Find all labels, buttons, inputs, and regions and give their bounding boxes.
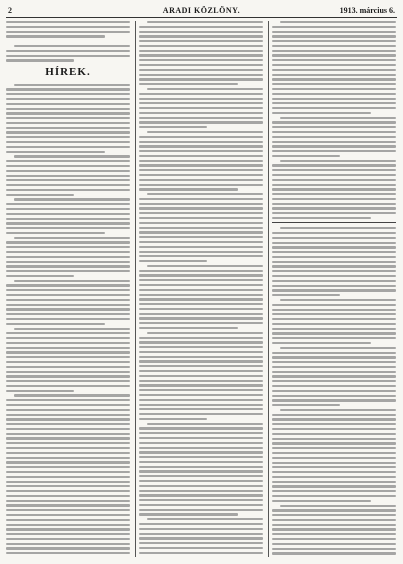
column-divider: [268, 21, 269, 557]
column-2: [139, 21, 263, 557]
column-1: [6, 21, 130, 557]
page-header: [6, 5, 397, 18]
column-3: [272, 21, 396, 557]
article-columns: [6, 21, 397, 557]
news-section-heading: HÍREK.: [45, 65, 91, 78]
issue-date: 1913. március 6.: [339, 6, 395, 15]
page-number: 2: [8, 6, 12, 15]
newspaper-page: [6, 5, 397, 559]
newspaper-title: ARADI KÖZLÖNY.: [162, 6, 241, 15]
column-divider: [135, 21, 136, 557]
